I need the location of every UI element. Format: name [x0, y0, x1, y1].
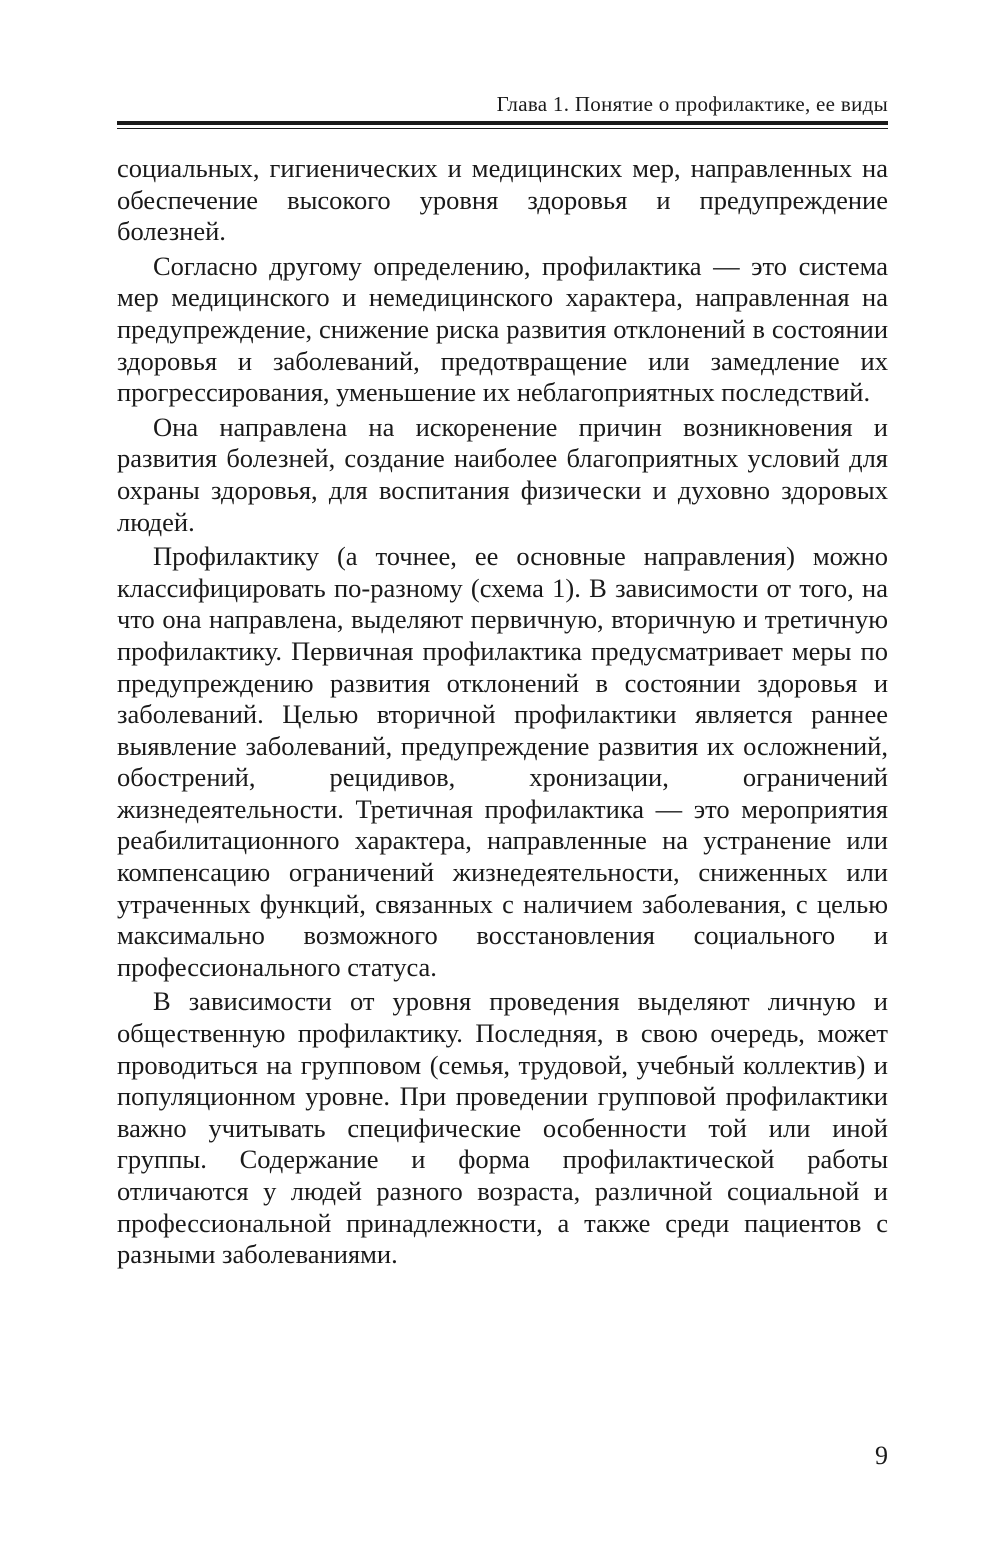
- paragraph-4: Профилактику (а точнее, ее основные направления) можно классифицировать по-разному (схема 1). В зависимости от того, на что она направлена, выделяют первичную, вторичную и третичную профилактику. Первичная профилактика предусматривает меры по предупреждению развития отклонений в состоянии здоровья и заболеваний. Целью вторичной профилактики является раннее выявление заболеваний, предупреждение развития их осложнений, обострений, рецидивов, хронизации, ограничений жизнедеятельности. Третичная профилактика — это мероприятия реабилитационного характера, направленные на устранение или компенсацию ограничений жизнедеятельности, сниженных или утраченных функций, связанных с наличием заболевания, с целью максимально возможного восстановления социального и профессионального статуса.: [117, 541, 888, 982]
- paragraph-5: В зависимости от уровня проведения выделяют личную и общественную профилактику. Последняя, в свою очередь, может проводиться на групповом (семья, трудовой, учебный коллектив) и популяционном уровне. При проведении групповой профилактики важно учитывать специфические особенности той или иной группы. Содержание и форма профилактической работы отличаются у людей разного возраста, различной социальной и профессиональной принадлежности, а также среди пациентов с разными заболеваниями.: [117, 986, 888, 1270]
- page-number: 9: [875, 1441, 888, 1470]
- header-rule-thin: [117, 128, 888, 129]
- running-head: Глава 1. Понятие о профилактике, ее виды: [496, 92, 888, 116]
- paragraph-3: Она направлена на искоренение причин возникновения и развития болезней, создание наиболее благоприятных условий для охраны здоровья, для воспитания физически и духовно здоровых людей.: [117, 411, 888, 537]
- paragraph-2: Согласно другому определению, профилактика — это система мер медицинского и немедицинского характера, направленная на предупреждение, снижение риска развития отклонений в состоянии здоровья и заболеваний, предотвращение или замедление их прогрессирования, уменьшение их неблагоприятных последствий.: [117, 250, 888, 408]
- body-text: [117, 153, 888, 1274]
- header-rule-thick: [117, 121, 888, 125]
- paragraph-1: социальных, гигиенических и медицинских мер, направленных на обеспечение высокого уровня здоровья и предупреждение болезней.: [117, 153, 888, 247]
